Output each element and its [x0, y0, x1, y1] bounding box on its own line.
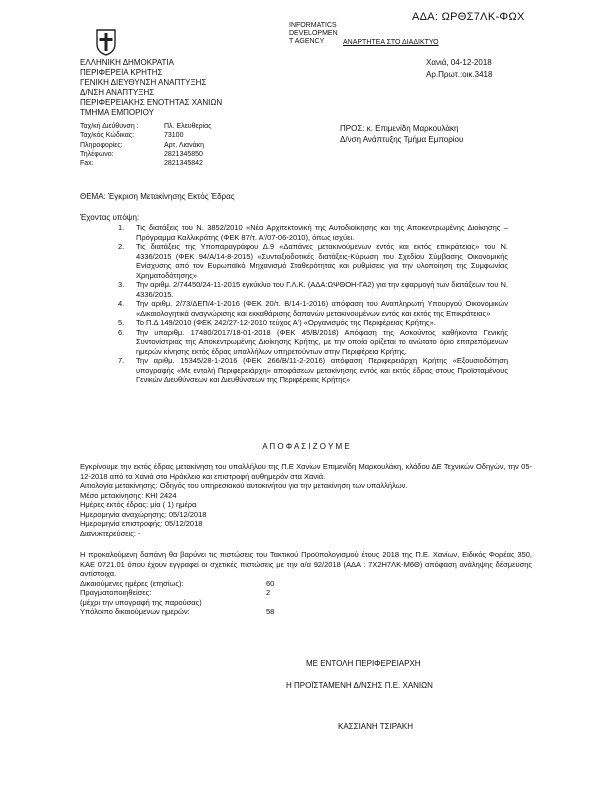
decision-body: [80, 462, 532, 617]
recipient-dept: Δ/νση Ανάπτυξης Τμήμα Εμπορίου: [340, 135, 464, 144]
contact-key: Ταχ/κή Διεύθυνση :: [80, 123, 139, 130]
list-text: Τις διατάξεις της Υποπαραγράφου Δ.9 «Δαπάνες μετακινούμενων εντός και εκτός επικράτειας» του Ν. 4336/2015 (ΦΕΚ 94/Α/14-8-2015) «Συνταξιοδοτικές διατάξεις-Κύρωση του Σχεδίου Σύμβασης Οικονομικής Ενίσχυσης από τον Ευρωπαϊκό Μηχανισμό Σταθερότητας και ρυθμίσεις για την υλοποίηση της Συμφωνίας Χρηματοδότησης»: [136, 242, 508, 280]
contact-row: [80, 150, 212, 159]
list-number: 6.: [118, 327, 125, 337]
list-item: [118, 299, 508, 318]
list-text: Το Π.Δ 149/2010 (ΦΕΚ 242/27-12-2010 τεύχος Α') «Οργανισμός της Περιφέρειας Κρήτης».: [136, 318, 436, 327]
signatory-name: ΚΑΣΣΙΑΝΗ ΤΣΙΡΑΚΗ: [338, 722, 413, 731]
trip-detail: Ημέρες εκτός έδρας: μία ( 1) ημέρα: [80, 500, 197, 509]
list-item: [118, 318, 508, 328]
considering-heading: Έχοντας υπόψη:: [80, 213, 140, 222]
sender-line: ΓΕΝΙΚΗ ΔΙΕΥΘΥΝΣΗ ΑΝΑΠΤΥΞΗΣ: [80, 78, 207, 87]
list-item: [118, 328, 508, 357]
sender-block: [80, 58, 222, 118]
list-text: Τις διατάξεις του Ν. 3852/2010 «Νέα Αρχιτεκτονική της Αυτοδιοίκησης και της Αποκεντρωμένης Διοίκησης – Πρόγραμμα Καλλικράτης (ΦΕΚ 87/τ. Α'/07-06-2010), όπως ισχύει.: [136, 223, 508, 242]
days-value: 58: [266, 607, 275, 616]
greek-emblem-icon: [95, 28, 117, 61]
contact-key: Ταχ/κός Κώδικας:: [80, 132, 135, 140]
list-text: Την αριθμ. 2/73/ΔΕΠ/4-1-2016 (ΦΕΚ 20/τ. Β/14-1-2016) απόφαση του Αναπληρωτή Υπουργού Οικονομικών «Δικαιολογητικά αναγνώρισης και εκκαθάρισης δαπανών μετακινουμένων εντός και εκτός της Επικράτειας»: [136, 299, 508, 318]
stamp-line: T AGENCY: [289, 38, 325, 45]
days-key: Υπόλοιπο δικαιούμενων ημερών:: [80, 607, 190, 616]
head-title: Η ΠΡΟΪΣΤΑΜΕΝΗ Δ/ΝΣΗΣ Π.Ε. ΧΑΝΙΩΝ: [286, 681, 433, 690]
days-key: (μέχρι την υπογραφή της παρούσας): [80, 597, 202, 607]
list-item: [118, 280, 508, 299]
decision-heading: Α Π Ο Φ Α Σ Ι Ζ Ο Υ Μ Ε: [262, 442, 350, 451]
considerations-list: [118, 223, 508, 385]
sender-line: Δ/ΝΣΗ ΑΝΑΠΤΥΞΗΣ: [80, 88, 155, 97]
contact-table: [80, 122, 212, 168]
trip-detail: Ημερομηνία αναχώρησης: 05/12/2018: [80, 509, 207, 519]
days-value: 2: [266, 588, 271, 597]
contact-row: [80, 122, 212, 131]
stamp-line: INFORMATICS: [289, 22, 337, 29]
list-item: [118, 242, 508, 280]
trip-detail: Μέσο μετακίνησης: ΚΗΙ 2424: [80, 490, 177, 500]
list-number: 3.: [118, 280, 125, 289]
contact-value: Πλ. Ελευθερίας: [164, 123, 212, 130]
approval-paragraph: Εγκρίνουμε την εκτός έδρας μετακίνηση του υπαλλήλου της Π.Ε Χανίων Επιμενίδη Μαρκουλάκη, κλάδου ΔΕ Τεχνικών Οδηγών, την 05-12-2018 από τα Χανιά στο Ηράκλειο και επιστροφή αυθημερόν στα Χανιά.: [80, 462, 532, 481]
sender-line: ΤΜΗΜΑ ΕΜΠΟΡΙΟΥ: [80, 108, 154, 117]
protocol-number: Αρ.Πρωτ.:οικ.3418: [426, 70, 493, 79]
list-number: 1.: [118, 223, 125, 232]
expense-paragraph: Η προκαλούμενη δαπάνη θα βαρύνει τις πιστώσεις του Τακτικού Προϋπολογισμού έτους 2018 της Π.Ε. Χανίων, Ειδικός Φορέας 350, ΚΑΕ 0721.01 όπου έχουν εγγραφεί οι σχετικές πιστώσεις με την α/α 92/2018 (ΑΔΑ : 7Χ2Η7ΛΚ-Μ6Θ) απόφαση ανάληψης δέσμευσης αντίστοιχα.: [80, 550, 532, 578]
place-date: Χανιά, 04-12-2018: [426, 58, 492, 67]
subject-line: ΘΕΜΑ: Έγκριση Μετακίνησης Εκτός Έδρας: [80, 192, 235, 201]
contact-row: [80, 141, 212, 150]
list-number: 7.: [118, 356, 125, 365]
contact-row: [80, 159, 212, 168]
list-text: Την αριθμ. 15345/28-1-2016 (ΦΕΚ 266/Β/11-2-2016) απόφαση Περιφερειάρχη Κρήτης «Εξουσιοδότηση υπογραφής «Με εντολή Περιφερειάρχη» αποφάσεων μετακίνησης εντός και εκτός έδρας στους Προϊσταμένους Γενικών Διευθύνσεων και Διευθύνσεων της Περιφέρειας Κρήτης»: [136, 356, 508, 384]
sender-line: ΠΕΡΙΦΕΡΕΙΑ ΚΡΗΤΗΣ: [80, 68, 163, 77]
trip-detail: Αιτιολογία μετακίνησης: Οδηγός του υπηρεσιακού αυτοκινήτου για την μετακίνηση των υπαλλήλων.: [80, 481, 408, 490]
list-number: 2.: [118, 242, 125, 251]
contact-key: Πληροφορίες:: [80, 141, 123, 149]
days-table: [80, 579, 532, 617]
contact-row: [80, 131, 212, 140]
days-row: [80, 607, 532, 617]
days-row: [80, 579, 532, 589]
order-line: ΜΕ ΕΝΤΟΛΗ ΠΕΡΙΦΕΡΕΙΑΡΧΗ: [306, 659, 421, 668]
days-key: Δικαιούμενες ημέρες (ετησίως):: [80, 578, 184, 588]
contact-key: Τηλέφωνο:: [80, 150, 114, 158]
list-text: Την υπαριθμ. 17480/2017/18-01-2018 (ΦΕΚ 45/Β/2018) Απόφαση της Ασκούντος καθήκοντα Γενικής Συντονίστριας της Αποκεντρωμένης Διοίκησης Κρήτης, με την οποία ορίζεται το ανώτατο όριο επιτρεπόμενων ημερών κίνησης εκτός έδρας υπαλλήλων υπηρετούντων στην Περιφέρεια Κρήτης.: [136, 327, 508, 356]
sender-line: ΕΛΛΗΝΙΚΗ ΔΗΜΟΚΡΑΤΙΑ: [80, 58, 174, 67]
list-item: [118, 223, 508, 242]
list-number: 5.: [118, 318, 125, 327]
days-key: Πραγματοποιηθείσες:: [80, 588, 152, 597]
list-number: 4.: [118, 299, 125, 308]
contact-key: Fax:: [80, 160, 94, 168]
sender-line: ΠΕΡΙΦΕΡΕΙΑΚΗΣ ΕΝΟΤΗΤΑΣ ΧΑΝΙΩΝ: [80, 98, 223, 107]
ada-code: ΑΔΑ: ΩΡΘΣ7ΛΚ-ΦΩΧ: [412, 11, 525, 23]
contact-value: 73100: [164, 132, 184, 140]
publication-stamp: [289, 22, 338, 46]
trip-detail: Διανυκτερεύσεις: -: [80, 528, 141, 538]
trip-detail: Ημερομηνία επιστροφής: 05/12/2018: [80, 519, 203, 528]
days-value: 60: [266, 578, 275, 588]
contact-value: 2821345850: [164, 150, 203, 158]
days-row: [80, 598, 532, 608]
contact-value: 2821345842: [164, 160, 203, 168]
contact-value: Αρτ. Λιανάκη: [164, 141, 205, 149]
stamp-publish-label: ΑΝΑΡΤΗΤΕΑ ΣΤΟ ΔΙΑΔΙΚΤΥΟ: [343, 39, 439, 46]
list-item: [118, 356, 508, 385]
days-row: [80, 588, 532, 598]
stamp-line: DEVELOPMEN: [289, 30, 338, 37]
list-text: Την αριθμ. 2/74450/24-11-2015 εγκύκλιο του Γ.Λ.Κ. (ΑΔΑ:ΩΨΘΟΗ-ΓΑ2) για την εφαρμογή των διατάξεων του Ν. 4336/2015.: [136, 280, 508, 299]
recipient-to: ΠΡΟΣ: κ. Επιμενίδη Μαρκουλάκη: [340, 124, 459, 133]
